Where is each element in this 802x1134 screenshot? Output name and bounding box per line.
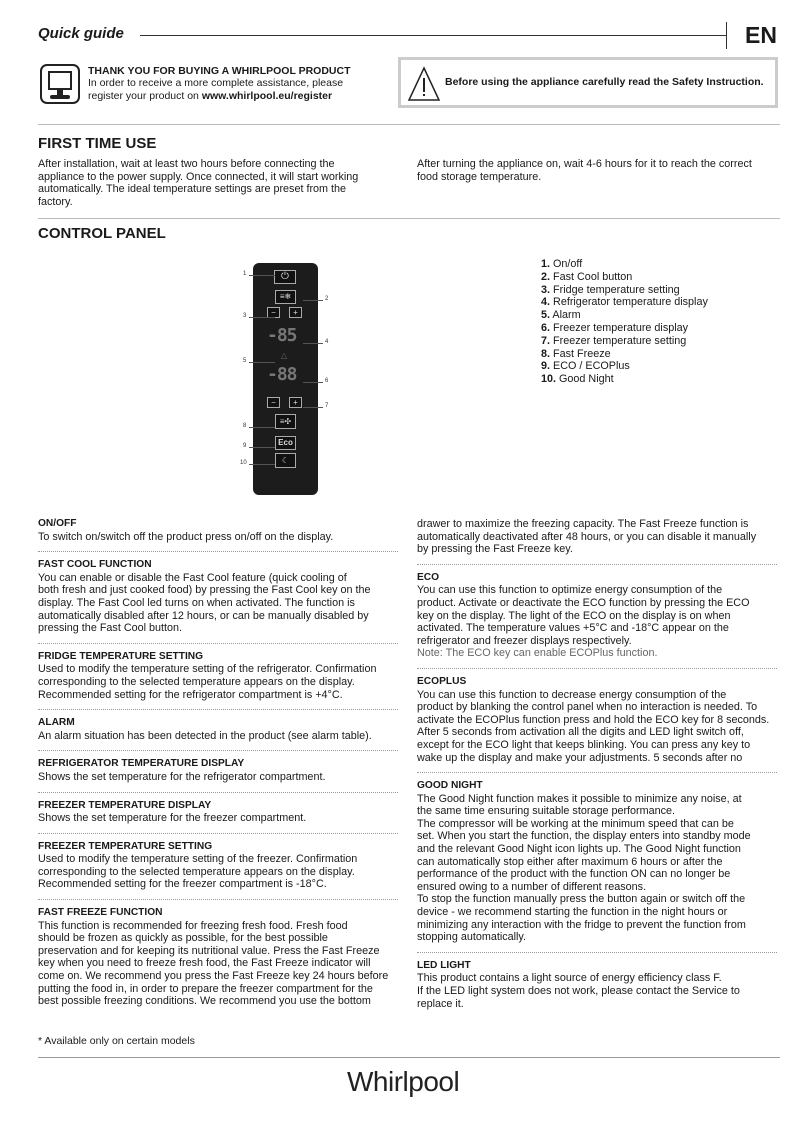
header-rule: [140, 35, 726, 36]
callout-number: 4: [325, 339, 329, 345]
section-continued: [417, 517, 777, 565]
whirlpool-logo: Whirlpool: [347, 1066, 460, 1097]
legend-label: Fast Cool button: [553, 270, 633, 283]
legend-number: 1.: [541, 258, 551, 270]
text-line: automatically deactivated after 48 hours, or you can disable it manually: [417, 530, 757, 543]
legend-item: [541, 284, 708, 297]
first-time-use-right-text: [417, 158, 752, 183]
legend-item: [541, 258, 708, 271]
callout-line: [249, 362, 275, 363]
text-line: drawer to maximize the freezing capacity. The Fast Freeze function is: [417, 518, 749, 530]
text-line: product. Activate or deactivate the ECO function by pressing the ECO: [417, 596, 750, 609]
section-title: FAST FREEZE FUNCTION: [38, 907, 163, 919]
text-line: The compressor will be working at the minimum speed that can be: [417, 817, 734, 830]
text-line: and the relevant Good Night icon lights up. The Good Night function: [417, 843, 741, 856]
section-title: FREEZER TEMPERATURE DISPLAY: [38, 799, 212, 811]
text-line: After installation, wait at least two hours before connecting the: [38, 158, 335, 170]
text-line: automatically. The ideal temperature settings are preset from the: [38, 183, 347, 196]
legend-label: Freezer temperature display: [553, 321, 689, 334]
fridge-plus-icon: +: [289, 307, 302, 318]
text-line: Used to modify the temperature setting of the refrigerator. Confirmation: [38, 663, 377, 676]
text-line: by pressing the Fast Freeze key.: [417, 543, 573, 556]
text-line: display. The Fast Cool led turns on when activated. The function is: [38, 596, 355, 609]
callout-number: 6: [325, 378, 329, 384]
register-line: register your product on: [88, 89, 202, 102]
text-line: Recommended setting for the freezer compartment is -18°C.: [38, 878, 327, 891]
section-fast-freeze-function: [38, 906, 398, 1016]
section-divider: [38, 124, 780, 125]
text-line: minimizing any interaction with the fridge to prevent the function from: [417, 918, 746, 931]
text-line: automatically disabled after 12 hours, or can be manually disabled by: [38, 609, 369, 622]
text-line: can automatically stop either after maximum 6 hours or after the: [417, 855, 723, 868]
register-line: In order to receive a more complete assistance, please: [88, 77, 344, 90]
text-line: replace it.: [417, 997, 464, 1010]
section-led-light: [417, 959, 777, 1018]
legend-item: [541, 373, 708, 386]
section-body: [417, 689, 777, 765]
section-fridge-temperature-setting: [38, 650, 398, 710]
section-freezer-temperature-setting: [38, 840, 398, 900]
section-body: [38, 920, 398, 1008]
register-notice: [88, 65, 351, 102]
text-line: activated. The temperature values +5°C and -18°C appear on the: [417, 622, 729, 635]
legend-label: ECO / ECOPlus: [553, 360, 630, 373]
section-divider: [38, 218, 780, 219]
text-line: device - we recommend starting the function in the night hours or: [417, 906, 728, 919]
section-title: REFRIGERATOR TEMPERATURE DISPLAY: [38, 758, 245, 770]
text-line: After 5 seconds from activation all the digits and LED light switch off,: [417, 726, 744, 739]
alarm-icon: △: [281, 351, 288, 360]
legend-label: Good Night: [559, 373, 614, 386]
legend-item: [541, 348, 708, 361]
section-body: [417, 518, 777, 556]
legend-item: [541, 335, 708, 348]
computer-icon: [40, 64, 80, 104]
legend-number: 7.: [541, 334, 551, 347]
text-line: activate the ECOPlus function press and hold the ECO key for 8 seconds.: [417, 713, 770, 726]
fast-cool-icon: ≡❄: [275, 290, 296, 304]
legend-label: Fridge temperature setting: [553, 283, 680, 296]
section-on-off: [38, 517, 398, 552]
legend-number: 2.: [541, 270, 551, 283]
section-body: [417, 972, 777, 1010]
fridge-temp-display: -85: [267, 325, 297, 346]
control-panel-legend: [541, 258, 708, 386]
section-body: [38, 812, 398, 825]
text-line: appliance to the power supply. Once connected, it will start working: [38, 170, 359, 183]
callout-number: 7: [325, 403, 329, 409]
section-body: [38, 730, 398, 743]
legend-number: 4.: [541, 296, 551, 309]
text-line: factory.: [38, 195, 73, 208]
section-note: Note: The ECO key can enable ECOPlus function.: [417, 647, 658, 660]
text-line: corresponding to the selected temperature appears on the display.: [38, 675, 355, 688]
section-good-night: [417, 779, 777, 953]
section-eco: [417, 571, 777, 669]
section-body: [38, 771, 398, 784]
legend-label: On/off: [553, 258, 583, 270]
callout-number: 10: [240, 460, 247, 466]
text-line: except for the ECO light that keeps blinking. You can press any key to: [417, 738, 751, 751]
text-line: Used to modify the temperature setting of the freezer. Confirmation: [38, 853, 358, 866]
text-line: should be frozen as quickly as possible, for the best possible: [38, 932, 328, 945]
text-line: Recommended setting for the refrigerator compartment is +4°C.: [38, 688, 343, 701]
text-line: This product contains a light source of energy efficiency class F.: [417, 972, 722, 985]
text-line: stopping automatically.: [417, 931, 527, 944]
legend-item: [541, 309, 708, 322]
freezer-plus-icon: +: [289, 397, 302, 408]
safety-warning-box: [398, 57, 778, 108]
text-line: product by blanking the control panel when no interaction is needed. To: [417, 701, 758, 714]
callout-number: 5: [243, 358, 247, 364]
section-title: ECOPLUS: [417, 675, 467, 687]
text-line: corresponding to the selected temperature appears on the display.: [38, 865, 355, 878]
callout-number: 9: [243, 443, 247, 449]
text-line: key on the display. The light of the ECO on the display is on when: [417, 609, 731, 622]
right-column: [417, 517, 777, 1024]
legend-number: 6.: [541, 321, 551, 334]
text-line: the same time ensuring suitable storage performance.: [417, 805, 676, 818]
callout-line: [249, 427, 275, 428]
first-time-use-heading: FIRST TIME USE: [38, 135, 157, 152]
callout-number: 3: [243, 313, 247, 319]
callout-line: [303, 382, 323, 383]
section-freezer-temperature-display: [38, 799, 398, 834]
availability-note: * Available only on certain models: [38, 1035, 195, 1047]
control-panel-heading: CONTROL PANEL: [38, 225, 166, 242]
text-line: This function is recommended for freezing fresh food. Fresh food: [38, 919, 348, 932]
callout-line: [249, 317, 275, 318]
legend-number: 5.: [541, 309, 551, 322]
good-night-icon: ☾: [275, 453, 296, 468]
header-divider: [726, 22, 727, 49]
text-line: refrigerator and freezer displays respectively.: [417, 634, 632, 647]
left-column: [38, 517, 398, 1022]
text-line: best possible freezing conditions. We recommend you use the bottom: [38, 995, 371, 1008]
text-line: preservation and for keeping its nutritional value. Press the Fast Freeze: [38, 944, 380, 957]
text-line: You can enable or disable the Fast Cool feature (quick cooling of: [38, 571, 347, 584]
legend-item: [541, 296, 708, 309]
section-body: [38, 572, 398, 635]
first-time-use-left-text: [38, 158, 358, 208]
callout-line: [303, 343, 323, 344]
section-title: ECO: [417, 571, 440, 583]
text-line: After turning the appliance on, wait 4-6 hours for it to reach the correct: [417, 158, 752, 170]
freezer-temp-display: -88: [267, 364, 297, 385]
legend-label: Alarm: [552, 309, 581, 322]
section-title: ALARM: [38, 717, 75, 729]
text-line: You can use this function to decrease energy consumption of the: [417, 688, 727, 701]
legend-number: 10.: [541, 373, 557, 386]
text-line: set. When you start the function, the display enters into standby mode: [417, 830, 751, 843]
callout-number: 2: [325, 296, 329, 302]
legend-label: Freezer temperature setting: [553, 334, 687, 347]
text-line: key when you need to freeze fresh food, the Fast Freeze indicator will: [38, 957, 371, 970]
section-fast-cool-function: [38, 558, 398, 644]
text-line: If the LED light system does not work, please contact the Service to: [417, 985, 740, 997]
text-line: performance of the product with the function ON can no longer be: [417, 868, 731, 881]
safety-warning-text: Before using the appliance carefully read the Safety Instruction.: [445, 76, 764, 88]
callout-line: [249, 464, 275, 465]
section-ecoplus: [417, 675, 777, 773]
text-line: pressing the Fast Cool button.: [38, 622, 183, 635]
legend-item: [541, 360, 708, 373]
legend-number: 8.: [541, 347, 551, 360]
text-line: food storage temperature.: [417, 170, 542, 183]
eco-button-label: Eco: [275, 436, 296, 450]
section-title: FREEZER TEMPERATURE SETTING: [38, 840, 213, 852]
section-body: [38, 531, 398, 544]
callout-line: [303, 300, 323, 301]
text-line: To stop the function manually press the button again or switch off the: [417, 893, 746, 906]
language-code: EN: [745, 22, 777, 48]
callout-number: 8: [243, 423, 247, 429]
callout-line: [249, 447, 275, 448]
section-title: GOOD NIGHT: [417, 780, 483, 792]
section-title: ON/OFF: [38, 518, 77, 529]
text-line: both fresh and just cooked food) by pressing the Fast Cool key on the: [38, 584, 371, 597]
text-line: putting the food in, in order to prepare the freezer compartment for the: [38, 982, 373, 995]
section-title: FRIDGE TEMPERATURE SETTING: [38, 650, 204, 662]
section-body: [38, 853, 398, 891]
section-body: [417, 793, 777, 944]
text-line: To switch on/switch off the product press on/off on the display.: [38, 530, 334, 543]
text-line: ensured owing to a number of different reasons.: [417, 880, 647, 893]
text-line: wake up the display and make your adjustments. 5 seconds after no: [417, 751, 743, 764]
legend-label: Fast Freeze: [553, 347, 611, 360]
register-link[interactable]: www.whirlpool.eu/register: [201, 89, 333, 102]
text-line: An alarm situation has been detected in the product (see alarm table).: [38, 729, 372, 742]
warning-icon: [407, 66, 441, 102]
section-body: [38, 663, 398, 701]
text-line: The Good Night function makes it possible to minimize any noise, at: [417, 792, 742, 805]
text-line: Shows the set temperature for the freezer compartment.: [38, 812, 307, 825]
callout-line: [249, 275, 275, 276]
legend-item: [541, 322, 708, 335]
text-line: Shows the set temperature for the refrigerator compartment.: [38, 770, 326, 783]
fast-freeze-icon: ≡✣: [275, 414, 296, 429]
section-title: LED LIGHT: [417, 959, 471, 971]
panel-callouts: [238, 263, 358, 503]
legend-item: [541, 271, 708, 284]
text-line: You can use this function to optimize energy consumption of the: [417, 584, 723, 597]
power-icon: ⏻: [274, 270, 296, 284]
footer-rule: [38, 1057, 780, 1058]
register-heading: THANK YOU FOR BUYING A WHIRLPOOL PRODUCT: [88, 65, 351, 77]
section-refrigerator-temperature-display: [38, 757, 398, 792]
legend-number: 3.: [541, 283, 551, 296]
section-body: [417, 584, 777, 660]
fridge-minus-icon: −: [267, 307, 280, 318]
callout-number: 1: [243, 271, 247, 277]
doc-title: Quick guide: [38, 25, 124, 42]
callout-line: [303, 407, 323, 408]
legend-number: 9.: [541, 360, 551, 373]
section-alarm: [38, 716, 398, 751]
text-line: come on. We recommend you press the Fast Freeze key 24 hours before: [38, 970, 389, 983]
section-title: FAST COOL FUNCTION: [38, 559, 152, 571]
legend-label: Refrigerator temperature display: [553, 296, 708, 309]
freezer-minus-icon: −: [267, 397, 280, 408]
